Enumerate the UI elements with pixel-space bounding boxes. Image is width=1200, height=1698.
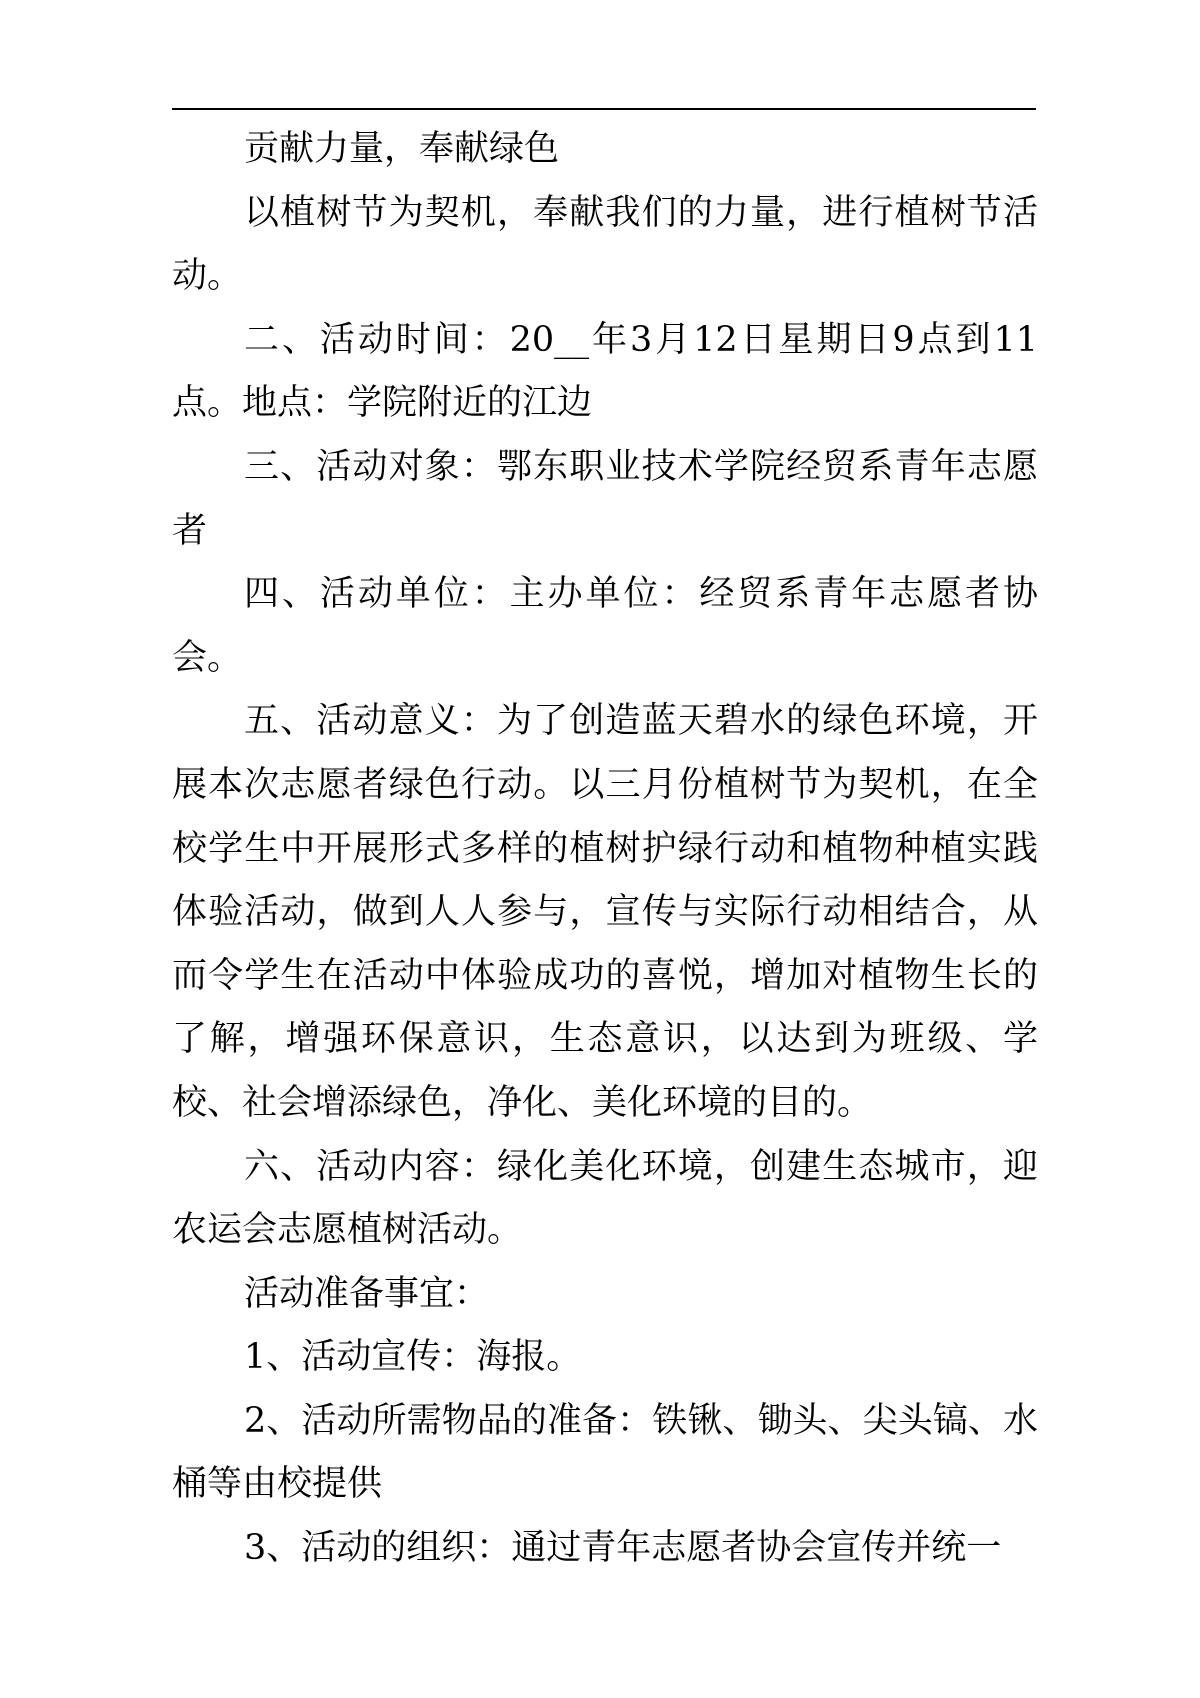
paragraph-purpose: 以植树节为契机，奉献我们的力量，进行植树节活动。 <box>172 192 1038 297</box>
paragraph-content: 六、活动内容：绿化美化环境，创建生态城市，迎农运会志愿植树活动。 <box>172 1146 1038 1251</box>
paragraph-significance: 五、活动意义：为了创造蓝天碧水的绿色环境，开展本次志愿者绿色行动。以三月份植树节为契机，在全校学生中开展形式多样的植树护绿行动和植物种植实践体验活动，做到人人参与，宣传与实际行动相结合，从而令学生在活动中体验成功的喜悦，增加对植物生长的了解，增强环保意识，生态意识，以达到为班级、学校、社会增添绿色，净化、美化环境的目的。 <box>172 701 1038 1123</box>
paragraph-prep-2: 2、活动所需物品的准备：铁锹、锄头、尖头镐、水桶等由校提供 <box>172 1400 1038 1505</box>
paragraph-time-location: 二、活动时间：20__年3月12日星期日9点到11点。地点：学院附近的江边 <box>172 319 1038 424</box>
paragraph-participants: 三、活动对象：鄂东职业技术学院经贸系青年志愿者 <box>172 446 1038 551</box>
paragraph-preparation-heading: 活动准备事宜： <box>244 1273 490 1314</box>
paragraph-prep-1: 1、活动宣传：海报。 <box>244 1337 582 1378</box>
paragraph-slogan: 贡献力量，奉献绿色 <box>244 129 560 169</box>
paragraph-organizer: 四、活动单位：主办单位：经贸系青年志愿者协会。 <box>172 574 1038 678</box>
paragraph-prep-3: 3、活动的组织：通过青年志愿者协会宣传并统一 <box>244 1528 1002 1569</box>
document-body <box>172 118 1038 1581</box>
header-rule <box>172 108 1036 110</box>
